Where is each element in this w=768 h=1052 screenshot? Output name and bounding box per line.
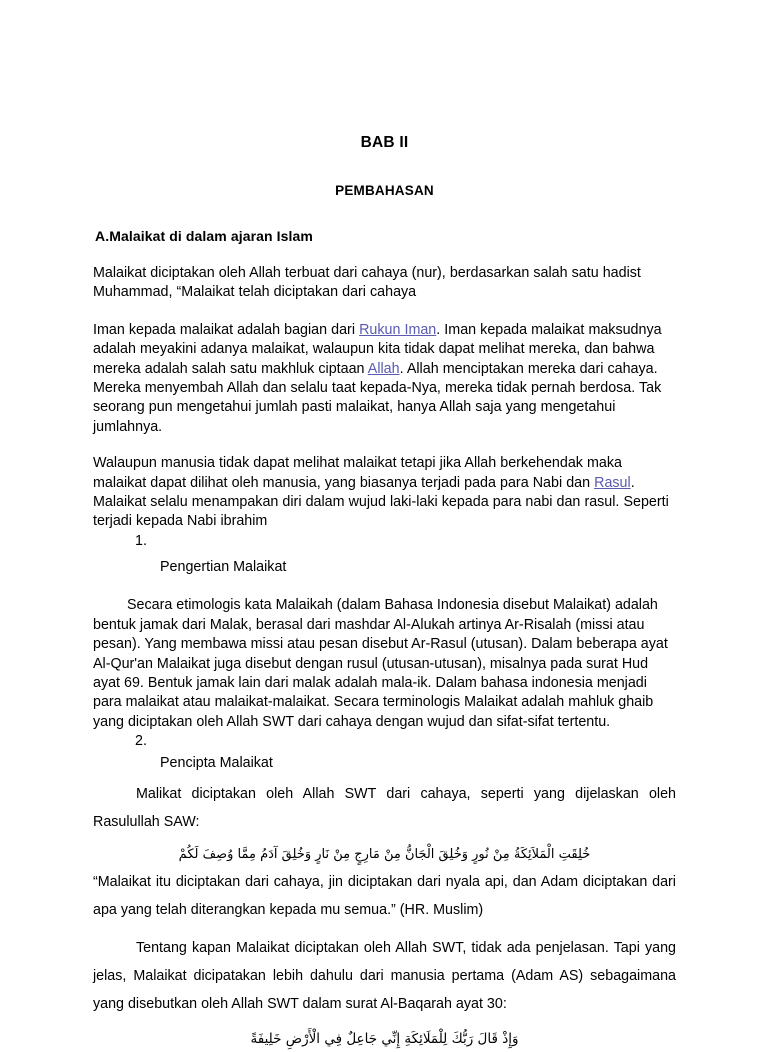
paragraph-secara-etimologis: Secara etimologis kata Malaikah (dalam Bahasa Indonesia disebut Malaikat) adalah bentuk jamak dari Malak, berasal dari mashdar Al-Alukah artinya Ar-Risalah (missi atau pesan). Yang membawa missi atau pesan disebut Ar-Rasul (utusan). Dalam beberapa ayat Al-Qur'an Malaikat juga disebut dengan rusul (utusan-utusan), misalnya pada surat Hud ayat 69. Bentuk jamak lain dari malak adalah mala-ik. Dalam bahasa indonesia menjadi para malaikat atau malaikat-malaikat. Secara terminologis Malaikat adalah mahluk ghaib yang diciptakan oleh Allah SWT dari cahaya dengan wujud dan sifat-sifat tertentu. — [93, 597, 668, 730]
list-item-label: Pengertian Malaikat — [160, 558, 287, 575]
paragraph-tentang-kapan: Tentang kapan Malaikat diciptakan oleh Allah SWT, tidak ada penjelasan. Tapi yang jelas, Malaikat dicipatakan lebih dahulu dari manusia pertama (Adam AS) sebagaimana yang disebutkan oleh Allah SWT dalam surat Al-Baqarah ayat 30: — [93, 939, 676, 1012]
paragraph-iman-kepada-malaikat — [93, 303, 676, 437]
link-rasul[interactable]: Rasul — [594, 474, 631, 491]
paragraph-text-segment: Iman kepada malaikat adalah bagian dari — [93, 321, 360, 338]
list-item-number: 2. — [135, 733, 147, 750]
arabic-quran-text: وَإِذْ قَالَ رَبُّكَ لِلْمَلَائِكَةِ إِنِّي جَاعِلٌ فِي الْأَرْضِ خَلِيفَةً — [250, 1030, 519, 1047]
chapter-title: BAB II — [360, 134, 409, 151]
paragraph-text-segment: . Iman kepada malaikat maksudnya adalah meyakini adanya malaikat, walaupun kita tidak dapat melihat mereka, dan bahwa mereka adalah salah satu makhluk ciptaan — [93, 321, 662, 377]
paragraph-text-segment: . Allah menciptakan mereka dari cahaya. Mereka menyembah Allah dan selalu taat kepada-Nya, mereka tidak pernah berdosa. Tak seorang pun mengetahui jumlah pasti malaikat, hanya Allah saja yang mengetahui jumlahnya. — [93, 360, 662, 435]
paragraph-hadith-translation: “Malaikat itu diciptakan dari cahaya, jin diciptakan dari nyala api, dan Adam diciptakan dari apa yang telah diterangkan kepada mu semua.” (HR. Muslim) — [93, 873, 676, 918]
paragraph-text-segment: Walaupun manusia tidak dapat melihat malaikat tetapi jika Allah berkehendak maka malaikat dapat dilihat oleh manusia, yang biasanya terjadi pada para Nabi dan — [93, 455, 622, 491]
paragraph-text-segment: . Malaikat selalu menampakan diri dalam wujud laki-laki kepada para nabi dan rasul. Seperti terjadi kepada Nabi ibrahim — [93, 474, 669, 530]
numbered-list-pengertian — [93, 532, 676, 577]
link-allah[interactable]: Allah — [367, 360, 400, 377]
link-rukun-iman[interactable]: Rukun Iman — [359, 321, 437, 338]
list-item-label: Pencipta Malaikat — [160, 755, 273, 772]
arabic-hadith-text: خُلِقَتِ الْمَلاَئِكَةُ مِنْ نُورٍ وَخُلِقَ الْجَانُّ مِنْ مَارِجٍ مِنْ نَارٍ وَخُلِقَ آدَمُ مِمَّا وُصِفَ لَكُمْ — [178, 846, 591, 862]
paragraph-malikat-diciptakan: Malikat diciptakan oleh Allah SWT dari cahaya, seperti yang dijelaskan oleh Rasulullah SAW: — [93, 785, 676, 830]
heading-malaikat-ajaran-islam: A.Malaikat di dalam ajaran Islam — [95, 228, 313, 244]
document-content — [93, 130, 676, 1052]
paragraph-walaupun-manusia — [93, 437, 676, 532]
list-item-number: 1. — [135, 532, 147, 549]
list-item — [93, 532, 676, 577]
list-item — [93, 732, 676, 773]
numbered-list-pencipta — [93, 732, 676, 773]
section-title: PEMBAHASAN — [335, 183, 434, 198]
paragraph-malaikat-cahaya: Malaikat diciptakan oleh Allah terbuat dari cahaya (nur), berdasarkan salah satu hadist Muhammad, “Malaikat telah diciptakan dari cahaya — [93, 265, 641, 301]
